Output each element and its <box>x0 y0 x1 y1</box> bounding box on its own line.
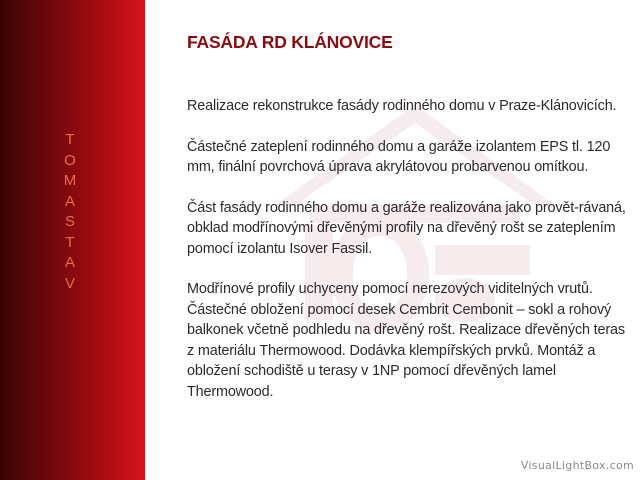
main-content <box>145 0 640 480</box>
sidebar-letter: M <box>63 172 77 189</box>
sidebar-letter: O <box>64 151 76 169</box>
description-paragraph: Realizace rekonstrukce fasády rodinného domu v Praze-Klánovicích. <box>187 98 617 114</box>
footer-credit: VisualLightBox.com <box>520 459 634 472</box>
sidebar-letter: A <box>64 254 75 271</box>
description <box>187 96 627 422</box>
sidebar-letter: T <box>65 131 75 148</box>
sidebar-letter: A <box>64 192 75 210</box>
description-paragraph: Část fasády rodinného domu a garáže realizována jako provět-rávaná, obklad modřínovými dřevěnými profily na dřevěný rošt se zateplením pomocí izolantu Isover Fassil. <box>187 199 626 257</box>
sidebar-letter: S <box>64 213 75 230</box>
sidebar-letter: V <box>64 274 75 292</box>
sidebar <box>0 0 145 480</box>
sidebar-letter: T <box>65 233 75 251</box>
description-paragraph: Částečné zateplení rodinného domu a garáže izolantem EPS tl. 120 mm, finální povrchová úprava akrylátovou probarvenou omítkou. <box>187 138 611 175</box>
page-title: FASÁDA RD KLÁNOVICE <box>187 32 393 52</box>
description-paragraph: Modřínové profily uchyceny pomocí nerezových viditelných vrutů. Částečné obložení pomocí desek Cembrit Cembonit – sokl a rohový balkonek včetně podhledu na dřevěný rošt. Realizace dřevěných teras z materiálu Thermowood. Dodávka klempířských prvků. Montáž a obložení schodiště u terasy v 1NP pomocí dřevěných lamel Thermowood. <box>187 281 625 400</box>
sidebar-vertical-brand <box>60 130 80 294</box>
